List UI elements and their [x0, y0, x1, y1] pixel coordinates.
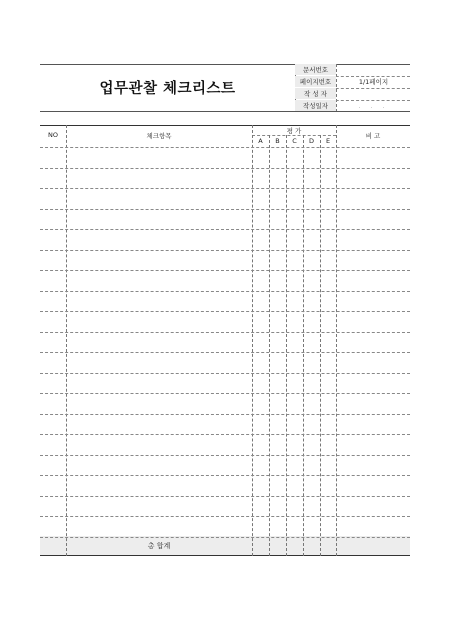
meta-label: 문서번호: [295, 64, 336, 75]
table-row-line: [40, 209, 410, 210]
table-row-line: [40, 373, 410, 374]
table-row-line: [40, 516, 410, 517]
column-divider: [286, 135, 287, 556]
table-row-line: [40, 229, 410, 230]
table-row-line: [40, 188, 410, 189]
column-divider: [252, 125, 253, 556]
table-row-line: [40, 393, 410, 394]
header-bottom-rule: [40, 111, 410, 112]
column-divider: [66, 125, 67, 556]
table-row-line: [40, 414, 410, 415]
total-label: 총 합계: [147, 542, 171, 550]
table-row-line: [40, 147, 410, 148]
meta-label: 페이지번호: [295, 76, 336, 87]
table-row-line: [40, 250, 410, 251]
meta-value: 1/1페이지: [358, 78, 389, 86]
header-evaluation: 평 가: [286, 127, 302, 135]
meta-label: 작성일자: [295, 100, 336, 111]
page-title: 업무관찰 체크리스트: [99, 81, 236, 97]
table-row-line: [40, 311, 410, 312]
total-row: [40, 536, 410, 556]
header-note: 비 고: [365, 132, 381, 140]
table-row-line: [40, 475, 410, 476]
meta-row-author: [295, 88, 410, 100]
column-divider: [303, 135, 304, 556]
table-bottom-rule: [40, 555, 410, 556]
column-divider: [336, 125, 337, 556]
document-header: [40, 64, 410, 112]
header-check-item: 체크항목: [146, 132, 172, 140]
table-row-line: [40, 496, 410, 497]
meta-info-box: [295, 64, 410, 112]
table-row-line: [40, 332, 410, 333]
table-row-line: [40, 291, 410, 292]
table-top-rule: [40, 125, 410, 126]
header-grade-c: C: [292, 137, 297, 145]
header-grade-a: A: [258, 137, 263, 145]
meta-value: . . .: [358, 102, 389, 110]
checklist-table: [40, 125, 410, 556]
table-row-line: [40, 434, 410, 435]
column-divider: [320, 135, 321, 556]
table-row-line: [40, 352, 410, 353]
header-no: NO: [48, 131, 58, 139]
eval-sub-divider: [252, 135, 336, 136]
header-grade-b: B: [275, 137, 280, 145]
meta-row-page-number: [295, 76, 410, 88]
header-grade-e: E: [325, 137, 331, 145]
table-row-line: [40, 270, 410, 271]
table-row-line: [40, 455, 410, 456]
header-grade-d: D: [308, 137, 314, 145]
table-row-line: [40, 537, 410, 538]
column-divider: [269, 135, 270, 556]
meta-row-doc-number: [295, 64, 410, 76]
meta-label: 작 성 자: [295, 88, 336, 99]
table-row-line: [40, 168, 410, 169]
